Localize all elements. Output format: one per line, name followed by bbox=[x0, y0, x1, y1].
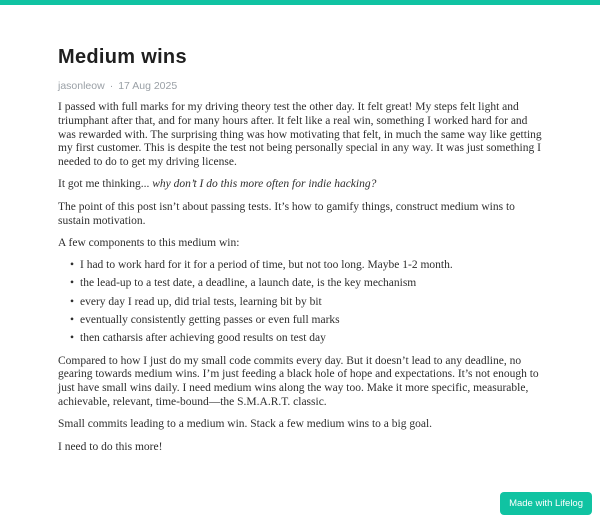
list-item: • eventually consistently getting passes or even full marks bbox=[80, 314, 542, 328]
top-accent-bar bbox=[0, 0, 600, 5]
components-list bbox=[58, 259, 542, 346]
post-paragraph-5: Compared to how I just do my small code commits every day. But it doesn’t lead to any deadline, no gearing towards medium wins. I’m just feeding a black hole of hope and expectations. It’s not enough to just have small wins daily. I need medium wins along the way too. Make it more specific, measurable, achievable, relevant, time-bound—the S.M.A.R.T. classic. bbox=[58, 354, 539, 409]
list-item: • then catharsis after achieving good results on test day bbox=[80, 332, 542, 346]
byline-separator: · bbox=[109, 80, 114, 92]
made-with-lifelog-badge[interactable]: Made with Lifelog bbox=[500, 492, 592, 515]
list-item: • I had to work hard for it for a period of time, but not too long. Maybe 1-2 month. bbox=[80, 259, 542, 273]
list-item: • the lead-up to a test date, a deadline, a launch date, is the key mechanism bbox=[80, 277, 542, 291]
author-link[interactable]: jasonleow bbox=[58, 80, 105, 92]
post-paragraph-3: The point of this post isn’t about passing tests. It’s how to gamify things, construct medium wins to sustain motivation. bbox=[58, 200, 515, 227]
post-date: 17 Aug 2025 bbox=[118, 80, 178, 92]
post-content bbox=[0, 46, 600, 454]
post-paragraph-2-plain: It got me thinking... bbox=[58, 178, 153, 191]
post-paragraph-7: I need to do this more! bbox=[58, 440, 163, 453]
post-paragraph-4: A few components to this medium win: bbox=[58, 236, 240, 249]
post-title: Medium wins bbox=[58, 46, 187, 68]
post-paragraph-6: Small commits leading to a medium win. Stack a few medium wins to a big goal. bbox=[58, 418, 433, 431]
list-item: • every day I read up, did trial tests, learning bit by bit bbox=[80, 296, 542, 310]
post-paragraph-2 bbox=[58, 178, 542, 192]
post-paragraph-2-emphasis: why don’t I do this more often for indie hacking? bbox=[152, 178, 377, 191]
post-byline bbox=[58, 80, 542, 93]
post-paragraph-1: I passed with full marks for my driving theory test the other day. It felt great! My steps felt light and triumphant after that, and for many hours after. It felt like a real win, something I worked hard for and was rewarded with. The surprising thing was how motivating that felt, in much the same way like getting my first customer. This is despite the test not being personally special in any way. It was just something I needed to do to get my driving license. bbox=[58, 101, 542, 169]
